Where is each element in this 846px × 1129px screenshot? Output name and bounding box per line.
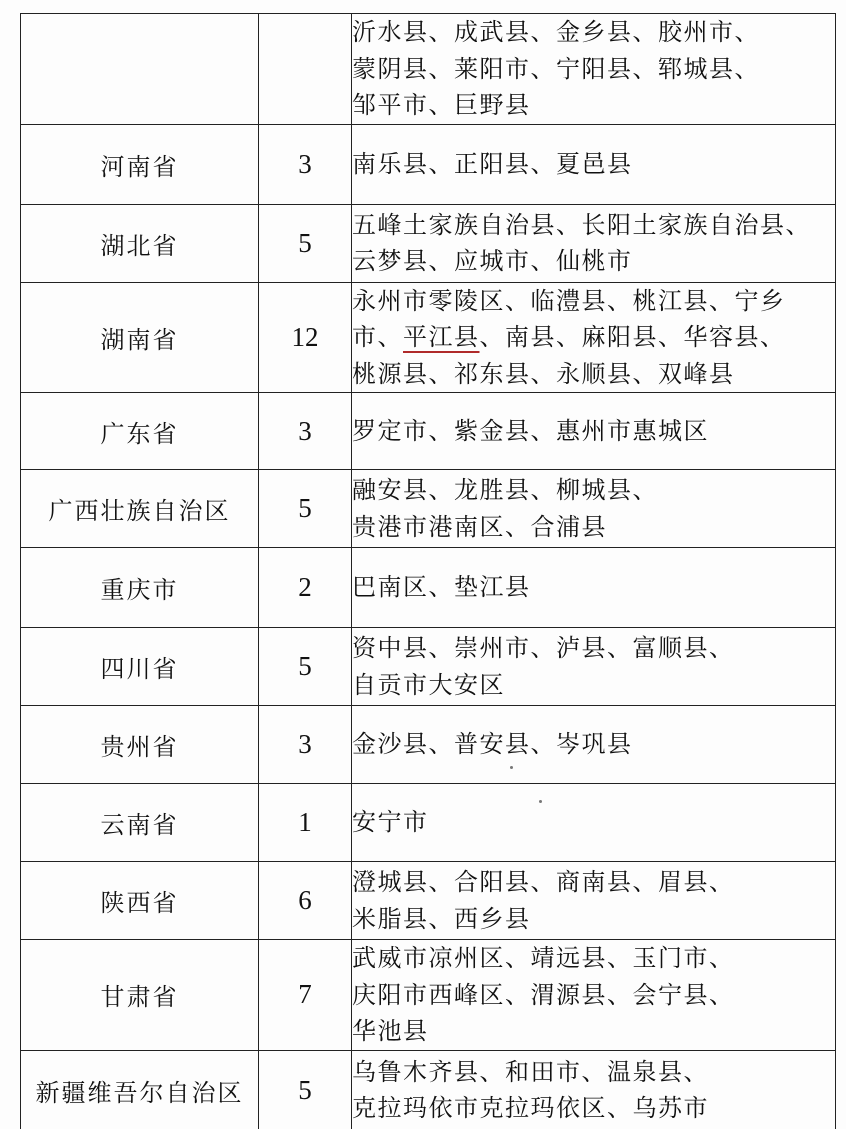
- table-row: [21, 706, 836, 784]
- table-row: [21, 548, 836, 628]
- county-line: 南乐县、正阳县、夏邑县: [352, 149, 633, 178]
- county-line: 邹平市、巨野县: [352, 91, 531, 119]
- county-line: 蒙阴县、莱阳市、宁阳县、郓城县、: [352, 54, 760, 83]
- county-line: 澄城县、合阳县、商南县、眉县、: [352, 868, 735, 896]
- county-line: 武威市凉州区、靖远县、玉门市、: [352, 944, 735, 972]
- count-cell: 3: [259, 706, 352, 784]
- county-list-cell: [352, 204, 836, 282]
- county-line: 华池县: [352, 1017, 429, 1045]
- county-text: 、南县、麻阳县、华容县、: [479, 323, 786, 351]
- province-cell: 河南省: [21, 124, 259, 204]
- county-line: 五峰土家族自治县、长阳土家族自治县、: [352, 210, 811, 239]
- table-row: [21, 628, 836, 706]
- county-line: 贵港市港南区、合浦县: [352, 512, 607, 541]
- province-cell: 新疆维吾尔自治区: [21, 1050, 259, 1129]
- table-row: [21, 1050, 836, 1129]
- scan-speck: [539, 800, 542, 803]
- county-line: 永州市零陵区、临澧县、桃江县、宁乡: [352, 286, 786, 315]
- count-cell: 3: [259, 393, 352, 470]
- province-cell: [21, 14, 259, 125]
- county-list-cell: [352, 282, 836, 393]
- province-cell: 云南省: [21, 784, 259, 862]
- count-cell: 1: [259, 784, 352, 862]
- count-cell: 2: [259, 548, 352, 628]
- count-cell: 5: [259, 628, 352, 706]
- count-cell: 5: [259, 470, 352, 548]
- county-line: 金沙县、普安县、岑巩县: [352, 730, 633, 759]
- count-cell: 3: [259, 124, 352, 204]
- province-cell: 广东省: [21, 393, 259, 470]
- table-row: [21, 940, 836, 1051]
- table-row: [21, 124, 836, 204]
- table-row: [21, 470, 836, 548]
- county-list-cell: [352, 1050, 836, 1129]
- county-list-cell: [352, 548, 836, 628]
- table-row: [21, 784, 836, 862]
- underlined-county: 平江县: [403, 323, 480, 351]
- county-line: 克拉玛依市克拉玛依区、乌苏市: [352, 1094, 709, 1122]
- province-cell: 湖北省: [21, 204, 259, 282]
- count-cell: 7: [259, 940, 352, 1051]
- county-line: 桃源县、祁东县、永顺县、双峰县: [352, 359, 735, 388]
- province-cell: 甘肃省: [21, 940, 259, 1051]
- county-line: 罗定市、紫金县、惠州市惠城区: [352, 416, 709, 445]
- count-cell: 5: [259, 204, 352, 282]
- province-cell: 四川省: [21, 628, 259, 706]
- county-list-cell: [352, 862, 836, 940]
- province-cell: 湖南省: [21, 282, 259, 393]
- county-line: 自贡市大安区: [352, 670, 505, 699]
- county-line: 资中县、崇州市、泸县、富顺县、: [352, 634, 735, 662]
- table-row: [21, 393, 836, 470]
- county-line: 安宁市: [352, 808, 429, 837]
- county-list-cell: [352, 393, 836, 470]
- province-cell: 重庆市: [21, 548, 259, 628]
- county-list-cell: [352, 784, 836, 862]
- county-list-cell: [352, 628, 836, 706]
- table-row: [21, 282, 836, 393]
- province-cell: 广西壮族自治区: [21, 470, 259, 548]
- county-line: 融安县、龙胜县、柳城县、: [352, 476, 658, 504]
- county-line: 米脂县、西乡县: [352, 904, 531, 933]
- county-line: 云梦县、应城市、仙桃市: [352, 247, 633, 275]
- count-cell: 12: [259, 282, 352, 393]
- province-cell: 陕西省: [21, 862, 259, 940]
- table-row: [21, 14, 836, 125]
- table-row: [21, 862, 836, 940]
- county-list-cell: [352, 470, 836, 548]
- county-line: [352, 319, 835, 356]
- county-list-table: [20, 13, 836, 1129]
- count-cell: 6: [259, 862, 352, 940]
- count-cell: 5: [259, 1050, 352, 1129]
- county-list-cell: [352, 940, 836, 1051]
- county-text: 市、: [352, 323, 403, 351]
- scan-speck: [510, 766, 513, 769]
- county-list-cell: [352, 14, 836, 125]
- county-list-cell: [352, 124, 836, 204]
- count-cell: [259, 14, 352, 125]
- county-line: 沂水县、成武县、金乡县、胶州市、: [352, 18, 760, 46]
- county-line: 庆阳市西峰区、渭源县、会宁县、: [352, 980, 735, 1009]
- county-line: 巴南区、垫江县: [352, 573, 531, 602]
- province-cell: 贵州省: [21, 706, 259, 784]
- county-line: 乌鲁木齐县、和田市、温泉县、: [352, 1057, 709, 1086]
- table-row: [21, 204, 836, 282]
- county-list-cell: [352, 706, 836, 784]
